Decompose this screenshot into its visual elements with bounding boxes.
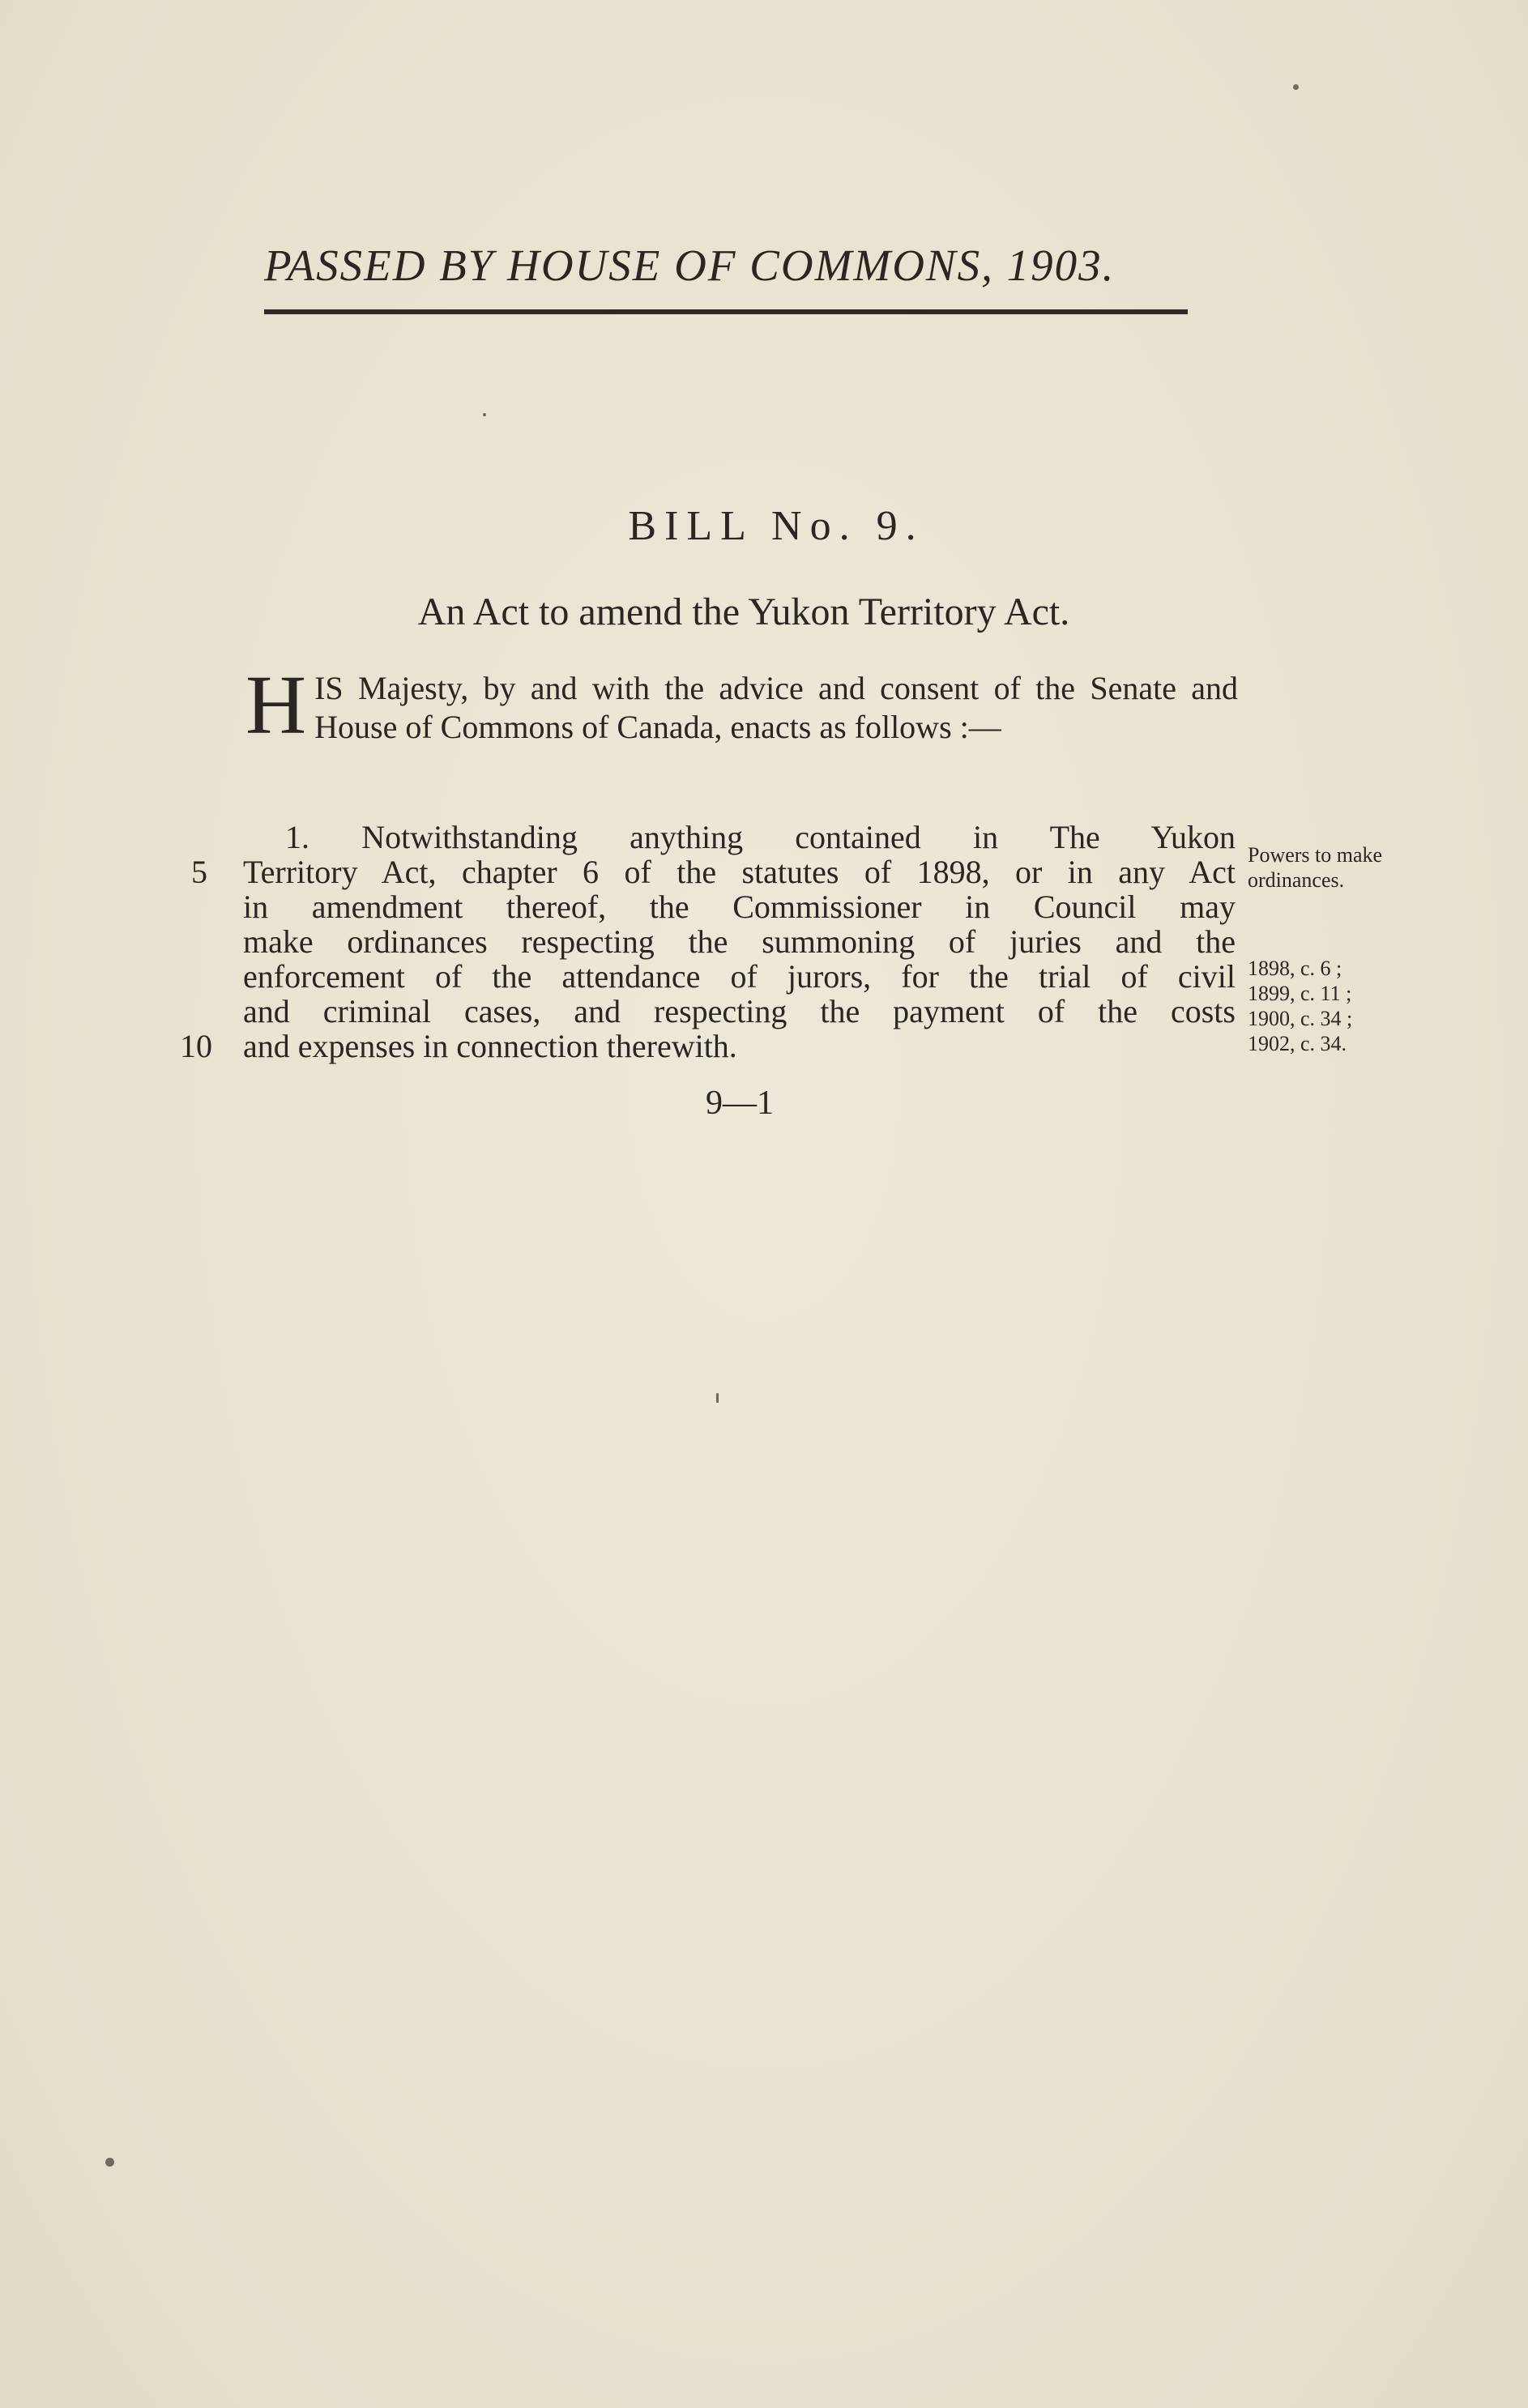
drop-cap: H [245, 658, 307, 752]
act-title: An Act to amend the Yukon Territory Act. [417, 590, 1070, 633]
paper-speck [1293, 84, 1299, 90]
enacting-text: IS Majesty, by and with the advice and consent of the Senate and House of Commons of Canada, enacts as follows :— [314, 670, 1238, 745]
line-number-5: 5 [191, 854, 207, 890]
section-line: enforcement of the attendance of jurors, for the trial of civil [243, 958, 1236, 995]
section-line: Territory Act, chapter 6 of the statutes of 1898, or in any Act [243, 854, 1236, 890]
section-1 [243, 820, 1236, 1063]
paper-speck [716, 1393, 719, 1403]
bill-number: BILL No. 9. [628, 503, 924, 549]
section-line: and criminal cases, and respecting the payment of the costs [243, 993, 1236, 1029]
marginal-note-citations: 1898, c. 6 ; 1899, c. 11 ; 1900, c. 34 ; 1902, c. 34. [1248, 957, 1353, 1055]
passed-header: PASSED BY HOUSE OF COMMONS, 1903. [264, 241, 1116, 290]
section-line: make ordinances respecting the summoning of juries and the [243, 923, 1236, 960]
line-number-10: 10 [180, 1028, 212, 1064]
paper-speck [483, 413, 486, 416]
header-rule [264, 309, 1188, 314]
paper-speck [105, 2158, 114, 2167]
section-line: and expenses in connection therewith. [243, 1028, 737, 1064]
section-line: 1. Notwithstanding anything contained in The Yukon [285, 819, 1236, 855]
enacting-clause [245, 658, 1238, 752]
marginal-note-powers: Powers to make ordinances. [1248, 843, 1383, 892]
signature-mark: 9—1 [706, 1085, 774, 1122]
section-line: in amendment thereof, the Commissioner in Council may [243, 889, 1236, 925]
